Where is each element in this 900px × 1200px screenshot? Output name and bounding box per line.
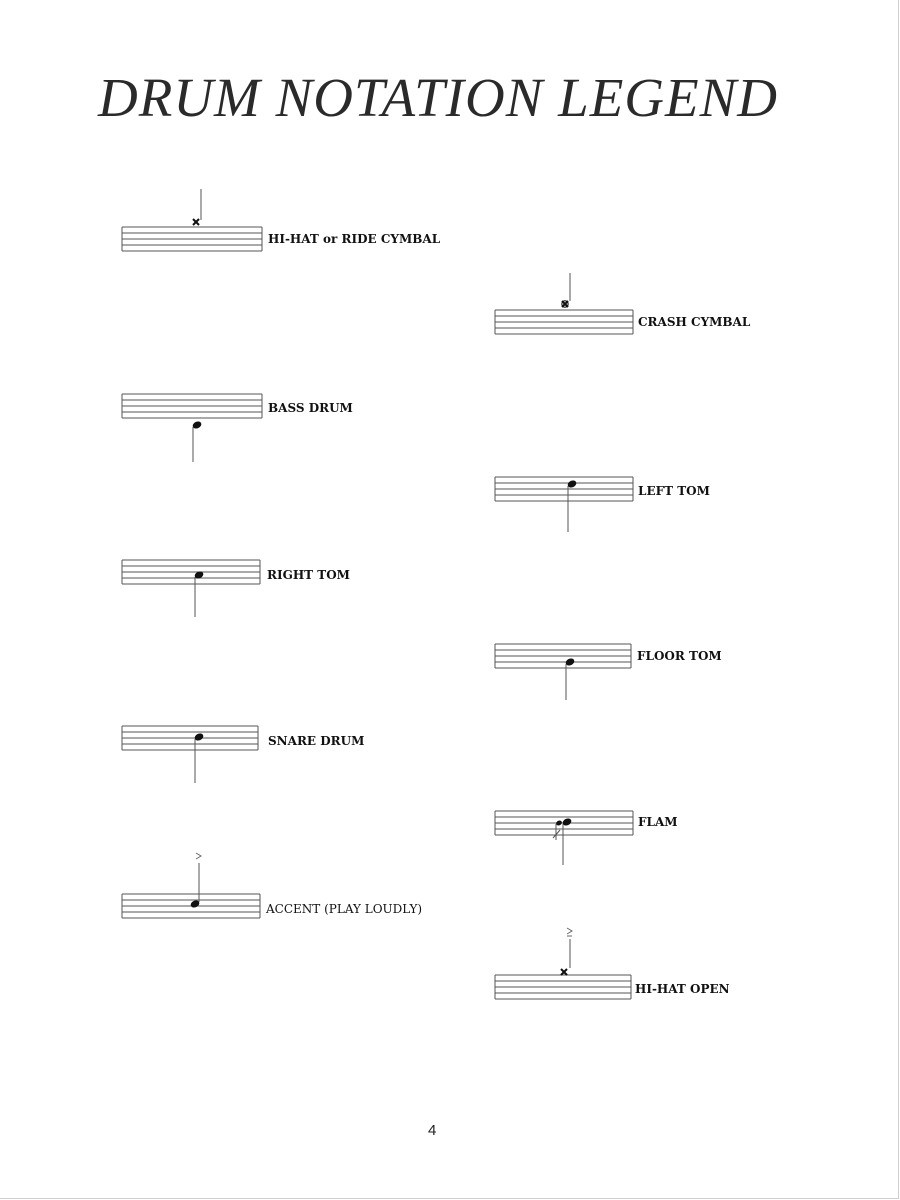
legend-label: FLOOR TOM [637, 649, 722, 663]
x-notehead-icon [193, 219, 199, 225]
page-number: 4 [428, 1122, 437, 1139]
legend-floor-tom [493, 597, 873, 717]
legend-hi-hat-ride [120, 180, 500, 300]
staff-accent [120, 847, 265, 937]
legend-snare-drum [120, 679, 500, 799]
legend-label: BASS DRUM [268, 401, 353, 415]
legend-right-tom [120, 513, 500, 633]
accent-mark-icon [196, 853, 201, 859]
staff-floor-tom [493, 597, 638, 707]
legend-label: RIGHT TOM [267, 568, 350, 582]
legend-left-tom [493, 430, 873, 550]
legend-flam [493, 762, 873, 882]
legend-label: SNARE DRUM [268, 734, 365, 748]
staff-hi-hat-open [493, 928, 638, 1018]
accent-open-mark-icon [567, 928, 572, 936]
legend-label: LEFT TOM [638, 484, 710, 498]
legend-bass-drum [120, 347, 500, 467]
page-title: DRUM NOTATION LEGEND [98, 67, 779, 128]
staff-crash-cymbal [493, 263, 638, 353]
staff-snare-drum [120, 679, 265, 789]
legend-hi-hat-open [493, 928, 873, 1048]
legend-accent [120, 847, 500, 967]
staff-flam [493, 762, 638, 872]
legend-label: CRASH CYMBAL [638, 315, 751, 329]
staff-right-tom [120, 513, 265, 623]
x-notehead-icon [561, 969, 567, 975]
staff-hi-hat-ride [120, 180, 265, 270]
staff-bass-drum [120, 347, 265, 467]
legend-label: ACCENT (PLAY LOUDLY) [266, 902, 423, 916]
legend-label: HI-HAT or RIDE CYMBAL [268, 232, 441, 246]
legend-label: HI-HAT OPEN [635, 982, 730, 996]
legend-crash-cymbal [493, 263, 873, 383]
legend-label: FLAM [638, 815, 678, 829]
staff-left-tom [493, 430, 638, 540]
circled-x-notehead-icon [562, 301, 568, 307]
